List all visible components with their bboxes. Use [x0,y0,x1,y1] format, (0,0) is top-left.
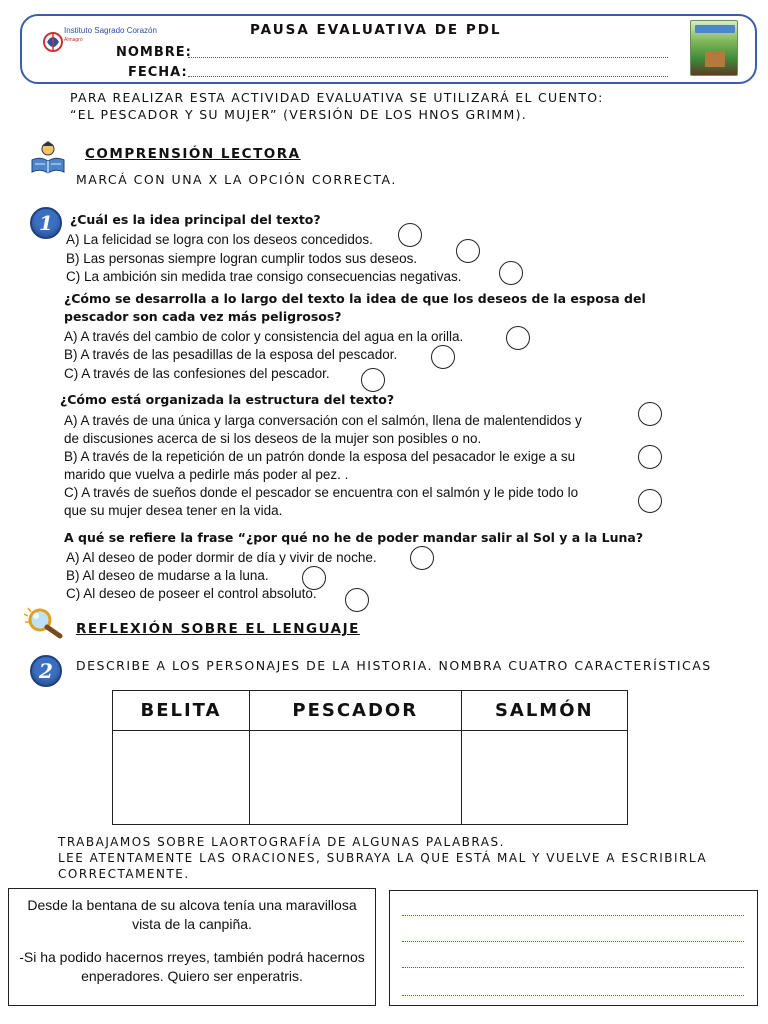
header-belita: BELITA [113,691,250,731]
section-1-instruction: MARCÁ CON UNA X LA OPCIÓN CORRECTA. [76,172,397,187]
orthography-line-2: LEE ATENTAMENTE LAS ORACIONES, SUBRAYA LA QUE ESTÁ MAL Y VUELVE A ESCRIBIRLA [58,851,708,865]
q3-option-a-line-1: A) A través de una única y larga conversación con el salmón, llena de malentendidos y [64,413,582,428]
name-field[interactable] [188,57,668,58]
magnifying-glass-icon [22,606,66,640]
q1-option-c-radio[interactable] [499,261,523,285]
school-subtitle: Almagro [64,37,83,43]
section-2-title: REFLEXIÓN SOBRE EL LENGUAJE [76,621,360,637]
question-3: ¿Cómo está organizada la estructura del texto? [60,392,395,407]
q4-option-a-radio[interactable] [410,546,434,570]
q1-option-a-radio[interactable] [398,223,422,247]
section-2-instruction: DESCRIBE A LOS PERSONAJES DE LA HISTORIA. NOMBRA CUATRO CARACTERÍSTICAS [76,658,712,673]
date-field[interactable] [188,76,668,77]
q3-option-b-line-2: marido que vuelva a pedirle más poder al pez. . [64,467,349,482]
q4-option-b: B) Al deseo de mudarse a la luna. [66,568,269,583]
characters-table [112,690,628,825]
cell-salmon[interactable] [461,731,627,825]
intro-line-2: “EL PESCADOR Y SU MUJER” (VERSIÓN DE LOS HNOS GRIMM). [70,107,528,122]
question-1: ¿Cuál es la idea principal del texto? [70,212,321,227]
q1-option-a: A) La felicidad se logra con los deseos concedidos. [66,232,373,247]
header-salmon: SALMÓN [461,691,627,731]
q2-option-c-radio[interactable] [361,368,385,392]
cell-belita[interactable] [113,731,250,825]
page-title: PAUSA EVALUATIVA DE PDL [250,22,502,38]
answer-line-2[interactable] [402,941,744,942]
q3-option-c-radio[interactable] [638,489,662,513]
q3-option-b-radio[interactable] [638,445,662,469]
reading-book-icon [30,140,66,176]
intro-line-1: PARA REALIZAR ESTA ACTIVIDAD EVALUATIVA SE UTILIZARÁ EL CUENTO: [70,90,604,105]
q1-option-c: C) La ambición sin medida trae consigo consecuencias negativas. [66,269,462,284]
q3-option-a-line-2: de discusiones acerca de si los deseos de la mujer son posibles o no. [64,431,482,446]
answer-line-3[interactable] [402,967,744,968]
q4-option-c-radio[interactable] [345,588,369,612]
q4-option-c: C) Al deseo de poseer el control absoluto. [66,586,317,601]
q4-option-a: A) Al deseo de poder dormir de día y vivir de noche. [66,550,377,565]
school-name: Instituto Sagrado Corazón [64,26,157,35]
cell-pescador[interactable] [249,731,461,825]
header-pescador: PESCADOR [249,691,461,731]
sentences-box [8,888,376,1006]
q3-option-c-line-2: que su mujer desea tener en la vida. [64,503,283,518]
number-2-badge: 2 [30,655,62,687]
name-label: NOMBRE: [116,45,192,60]
table-header-row [113,691,628,731]
q1-option-b: B) Las personas siempre logran cumplir todos sus deseos. [66,251,418,266]
q2-option-a-radio[interactable] [506,326,530,350]
number-1-badge: 1 [30,207,62,239]
question-2-line-2: pescador son cada vez más peligrosos? [64,309,342,324]
q3-option-b-line-1: B) A través de la repetición de un patrón donde la esposa del pesacador le exige a su [64,449,576,464]
book-cover-image [690,20,738,76]
q3-option-a-radio[interactable] [638,402,662,426]
date-label: FECHA: [128,65,188,80]
sentence-2[interactable]: -Si ha podido hacernos rreyes, también podrá hacernos enperadores. Quiero ser enperatris. [19,949,365,984]
sentence-1[interactable]: Desde la bentana de su alcova tenía una maravillosa vista de la canpiña. [27,897,357,932]
q1-option-b-radio[interactable] [456,239,480,263]
orthography-line-3: CORRECTAMENTE. [58,867,190,881]
answer-line-1[interactable] [402,915,744,916]
table-row [113,731,628,825]
orthography-line-1: TRABAJAMOS SOBRE LAORTOGRAFÍA DE ALGUNAS PALABRAS. [58,835,505,849]
question-4: A qué se refiere la frase “¿por qué no he de poder mandar salir al Sol y a la Luna? [64,530,644,545]
answer-box [389,890,758,1006]
q2-option-b: B) A través de las pesadillas de la esposa del pescador. [64,347,398,362]
question-2-line-1: ¿Cómo se desarrolla a lo largo del texto la idea de que los deseos de la esposa del [64,291,646,306]
q2-option-b-radio[interactable] [431,345,455,369]
answer-line-4[interactable] [402,995,744,996]
q2-option-c: C) A través de las confesiones del pescador. [64,366,330,381]
q3-option-c-line-1: C) A través de sueños donde el pescador se encuentra con el salmón y le pide todo lo [64,485,579,500]
q2-option-a: A) A través del cambio de color y consistencia del agua en la orilla. [64,329,464,344]
section-1-title: COMPRENSIÓN LECTORA [85,146,301,162]
